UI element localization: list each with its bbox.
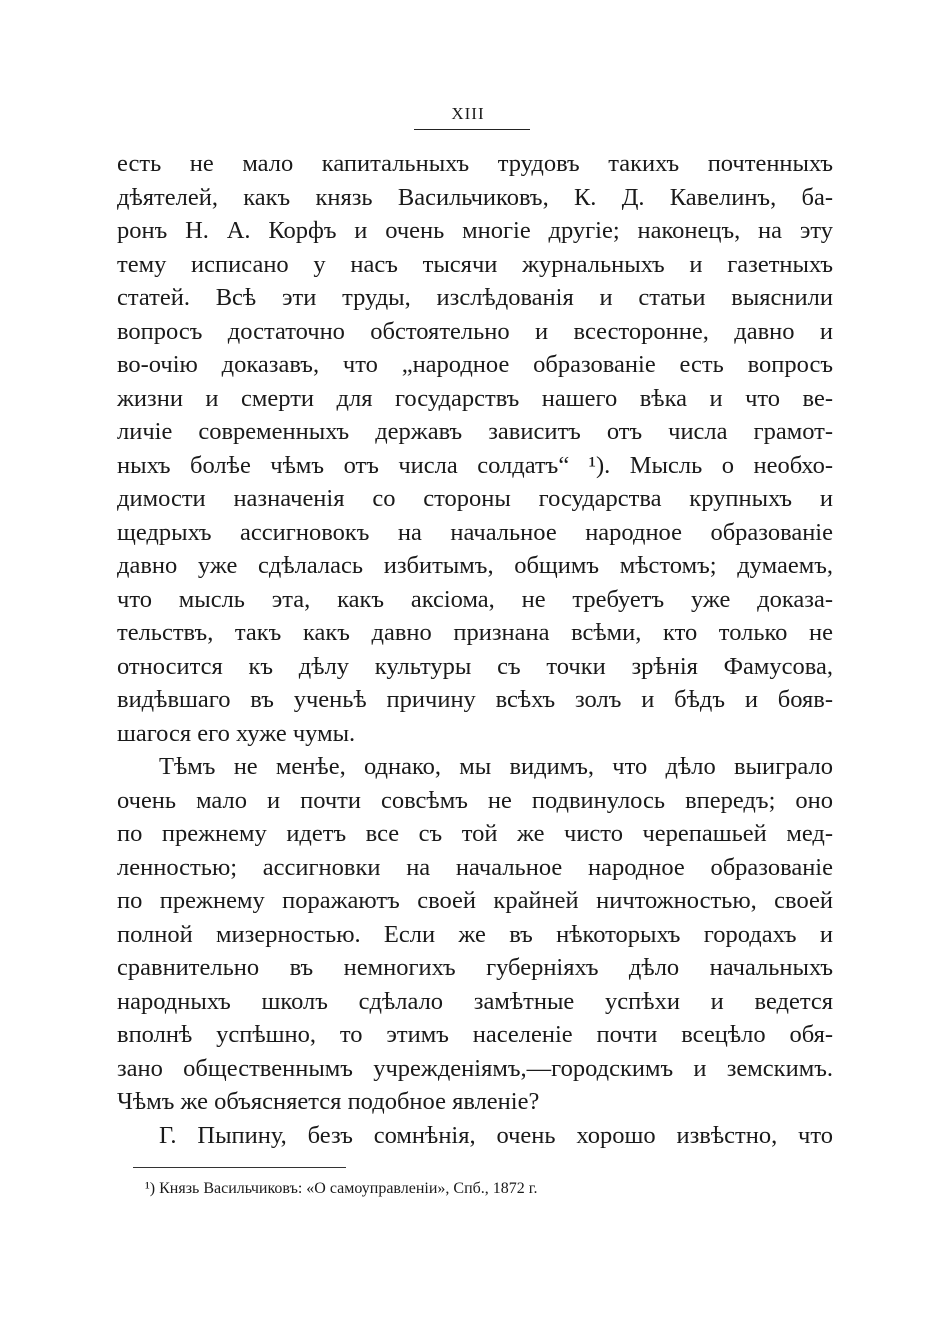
text-line: Чѣмъ же объясняется подобное явленіе? xyxy=(117,1088,540,1115)
text-line: вполнѣ успѣшно, то этимъ населеніе почти всецѣло обя- xyxy=(117,1021,833,1048)
text-line: зано общественнымъ учрежденіямъ,—городскимъ и земскимъ. xyxy=(117,1054,833,1082)
text-line: ныхъ болѣе чѣмъ отъ числа солдатъ“ ¹). Мысль о необхо- xyxy=(117,451,833,479)
text-line: Г. Пыпину, безъ сомнѣнія, очень хорошо извѣстно, что xyxy=(159,1121,833,1149)
footnote-rule xyxy=(133,1167,346,1168)
text-line: димости назначенія со стороны государства крупныхъ и xyxy=(117,485,833,512)
text-line: дѣятелей, какъ князь Васильчиковъ, К. Д. Кавелинъ, ба- xyxy=(117,183,833,211)
text-line: относится къ дѣлу культуры съ точки зрѣнія Фамусова, xyxy=(117,652,833,680)
text-line: ленностью; ассигновки на начальное народное образованіе xyxy=(117,853,833,881)
page-number: XIII xyxy=(451,104,485,123)
text-line: ронъ Н. А. Корфъ и очень многіе другіе; наконецъ, на эту xyxy=(117,217,833,244)
text-line: тельствъ, такъ какъ давно признана всѣми, кто только не xyxy=(117,619,833,646)
text-line: жизни и смерти для государствъ нашего вѣка и что ве- xyxy=(117,384,833,412)
text-line: во-очію доказавъ, что „народное образованіе есть вопросъ xyxy=(117,351,833,378)
text-line: давно уже сдѣлалась избитымъ, общимъ мѣстомъ; думаемъ, xyxy=(117,552,833,579)
text-line: полной мизерностью. Если же въ нѣкоторыхъ городахъ и xyxy=(117,920,833,948)
text-line: по прежнему поражаютъ своей крайней ничтожностью, своей xyxy=(117,887,833,914)
text-line: есть не мало капитальныхъ трудовъ такихъ почтенныхъ xyxy=(117,150,833,177)
text-line: что мысль эта, какъ аксіома, не требуетъ уже доказа- xyxy=(117,585,833,613)
text-line: статей. Всѣ эти труды, изслѣдованія и статьи выяснили xyxy=(117,284,833,311)
text-line: народныхъ школъ сдѣлало замѣтные успѣхи и ведется xyxy=(117,987,833,1015)
text-line: Тѣмъ не менѣе, однако, мы видимъ, что дѣло выиграло xyxy=(159,753,833,780)
text-line: сравнительно въ немногихъ губерніяхъ дѣло начальныхъ xyxy=(117,954,833,981)
text-line: очень мало и почти совсѣмъ не подвинулось впередъ; оно xyxy=(117,786,833,814)
text-line: вопросъ достаточно обстоятельно и всесторонне, давно и xyxy=(117,317,833,345)
text-line: тему исписано у насъ тысячи журнальныхъ и газетныхъ xyxy=(117,250,833,278)
body-text xyxy=(117,147,833,1152)
text-line: щедрыхъ ассигновокъ на начальное народное образованіе xyxy=(117,518,833,546)
footnote: ¹) Князь Васильчиковъ: «О самоуправленіи», Спб., 1872 г. xyxy=(145,1180,538,1197)
text-line: видѣвшаго въ ученьѣ причину всѣхъ золъ и бѣдъ и бояв- xyxy=(117,686,833,713)
text-line: шагося его хуже чумы. xyxy=(117,719,356,747)
text-line: личіе современныхъ державъ зависитъ отъ числа грамот- xyxy=(117,418,833,445)
header-rule xyxy=(414,129,530,130)
text-line: по прежнему идетъ все съ той же чисто черепашьей мед- xyxy=(117,820,833,847)
